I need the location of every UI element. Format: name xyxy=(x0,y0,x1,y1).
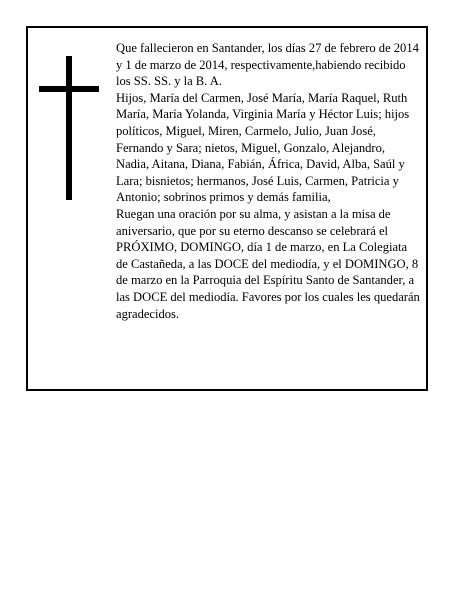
notice-text xyxy=(116,40,420,322)
notice-paragraph-family: Hijos, María del Carmen, José María, María Raquel, Ruth María, María Yolanda, Virginia María y Héctor Luis; hijos políticos, Miguel, Miren, Carmelo, Julio, Juan José, Fernando y Sara; nietos, Miguel, Gonzalo, Alejandro, Nadia, Aitana, Diana, Fabián, África, David, Alba, Saúl y Lara; bisnietos; hermanos, José Luis, Carmen, Patricia y Antonio; sobrinos primos y demás familia, xyxy=(116,90,410,205)
obituary-notice xyxy=(26,26,428,391)
cross-vertical-bar xyxy=(66,56,72,200)
cross-horizontal-bar xyxy=(39,86,99,92)
notice-paragraph-death: Que fallecieron en Santander, los días 27 de febrero de 2014 y 1 de marzo de 2014, respectivamente,habiendo recibido los SS. SS. y la B. A. xyxy=(116,41,419,89)
notice-paragraph-mass: Ruegan una oración por su alma, y asistan a la misa de aniversario, que por su eterno descanso se celebrará el PRÓXIMO, DOMINGO, día 1 de marzo, en La Colegiata de Castañeda, a las DOCE del mediodía, y el DOMINGO, 8 de marzo en la Parroquia del Espíritu Santo de Santander, a las DOCE del mediodía. Favores por los cuales les quedarán agradecidos. xyxy=(116,206,420,321)
cross-icon xyxy=(39,56,99,200)
